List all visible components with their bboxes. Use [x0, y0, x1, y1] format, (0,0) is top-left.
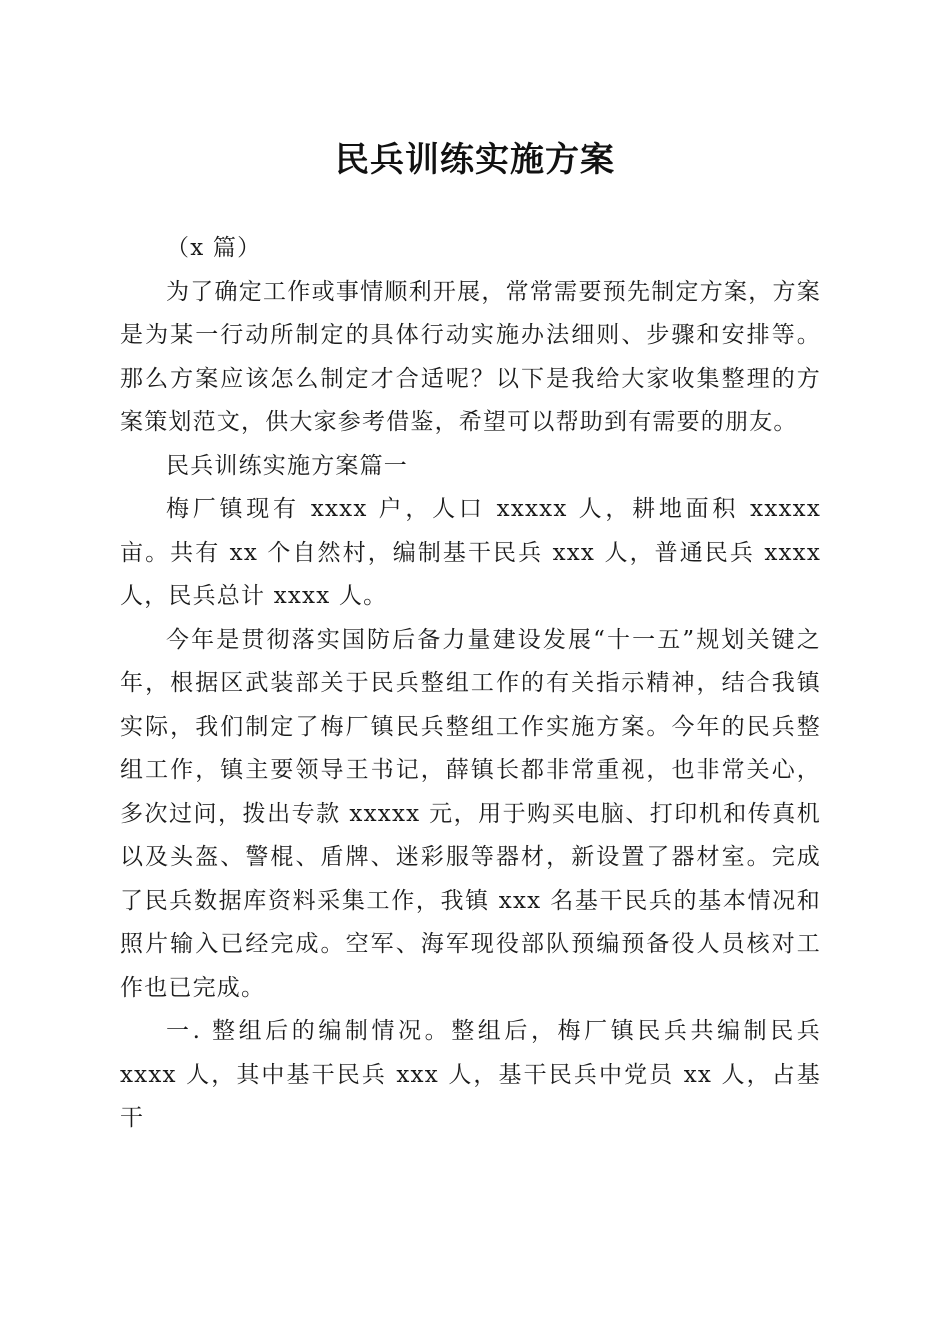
paragraph-note: （x 篇）	[166, 235, 262, 261]
paragraph-town-overview: 梅厂镇现有 xxxx 户，人口 xxxxx 人，耕地面积 xxxxx 亩。共有 xx 个自然村，编制基干民兵 xxx 人，普通民兵 xxxx 人，民兵总计 xxxx 人。	[120, 496, 821, 609]
document-title: 民兵训练实施方案	[335, 140, 615, 180]
document-body	[120, 227, 821, 1141]
paragraph-organization-status: 一. 整组后的编制情况。整组后，梅厂镇民兵共编制民兵 xxxx 人，其中基干民兵 xxx 人，基干民兵中党员 xx 人，占基干	[120, 1018, 821, 1131]
paragraph-intro: 为了确定工作或事情顺利开展，常常需要预先制定方案，方案是为某一行动所制定的具体行动实施办法细则、步骤和安排等。那么方案应该怎么制定才合适呢？以下是我给大家收集整理的方案策划范文，供大家参考借鉴，希望可以帮助到有需要的朋友。	[120, 278, 821, 435]
paragraph-reorganization: 今年是贯彻落实国防后备力量建设发展“十一五”规划关键之年，根据区武装部关于民兵整组工作的有关指示精神，结合我镇实际，我们制定了梅厂镇民兵整组工作实施方案。今年的民兵整组工作，镇主要领导王书记，薛镇长都非常重视，也非常关心，多次过问，拨出专款 xxxxx 元，用于购买电脑、打印机和传真机以及头盔、警棍、盾牌、迷彩服等器材，新设置了器材室。完成了民兵数据库资料采集工作，我镇 xxx 名基干民兵的基本情况和照片输入已经完成。空军、海军现役部队预编预备役人员核对工作也已完成。	[120, 626, 821, 1001]
section-heading: 民兵训练实施方案篇一	[166, 452, 408, 479]
